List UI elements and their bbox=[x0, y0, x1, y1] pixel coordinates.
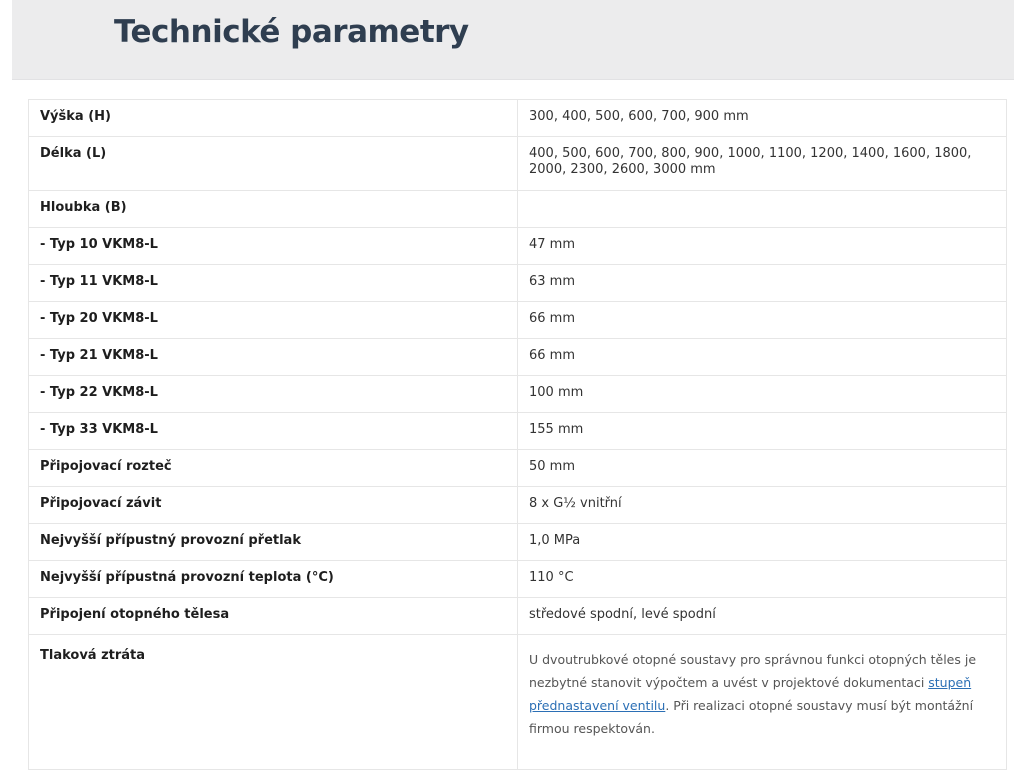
page-header bbox=[12, 0, 1014, 80]
row-value-type-11: 63 mm bbox=[518, 265, 1007, 302]
table-row bbox=[29, 302, 1007, 339]
row-value-connection-thread: 8 x G½ vnitřní bbox=[518, 487, 1007, 524]
row-label-type-20: - Typ 20 VKM8-L bbox=[29, 302, 518, 339]
row-label-max-temperature: Nejvyšší přípustná provozní teplota (°C) bbox=[29, 561, 518, 598]
row-value-type-22: 100 mm bbox=[518, 376, 1007, 413]
technical-parameters-table bbox=[28, 99, 1007, 770]
row-value-connection-spacing: 50 mm bbox=[518, 450, 1007, 487]
row-value-max-temperature: 110 °C bbox=[518, 561, 1007, 598]
row-value-depth bbox=[518, 191, 1007, 228]
table-row bbox=[29, 339, 1007, 376]
row-label-radiator-connection: Připojení otopného tělesa bbox=[29, 598, 518, 635]
row-value-type-10: 47 mm bbox=[518, 228, 1007, 265]
row-label-type-10: - Typ 10 VKM8-L bbox=[29, 228, 518, 265]
table-row bbox=[29, 376, 1007, 413]
table-row bbox=[29, 265, 1007, 302]
row-label-type-21: - Typ 21 VKM8-L bbox=[29, 339, 518, 376]
table-row bbox=[29, 524, 1007, 561]
note-text-after: . Při realizaci otopné soustavy musí být montážní firmou respektován. bbox=[529, 698, 974, 736]
row-label-type-22: - Typ 22 VKM8-L bbox=[29, 376, 518, 413]
row-label-connection-spacing: Připojovací rozteč bbox=[29, 450, 518, 487]
table-row bbox=[29, 413, 1007, 450]
table-row bbox=[29, 450, 1007, 487]
row-label-height: Výška (H) bbox=[29, 100, 518, 137]
row-label-type-11: - Typ 11 VKM8-L bbox=[29, 265, 518, 302]
row-label-type-33: - Typ 33 VKM8-L bbox=[29, 413, 518, 450]
table-row bbox=[29, 191, 1007, 228]
table-row bbox=[29, 635, 1007, 770]
valve-presetting-link[interactable]: stupeň přednastavení ventilu bbox=[529, 675, 972, 713]
table-row bbox=[29, 228, 1007, 265]
row-value-type-21: 66 mm bbox=[518, 339, 1007, 376]
row-label-depth: Hloubka (B) bbox=[29, 191, 518, 228]
row-value-type-33: 155 mm bbox=[518, 413, 1007, 450]
table-row bbox=[29, 561, 1007, 598]
table-row bbox=[29, 598, 1007, 635]
row-value-pressure-loss bbox=[518, 635, 1007, 770]
table-row bbox=[29, 137, 1007, 191]
row-label-pressure-loss: Tlaková ztráta bbox=[29, 635, 518, 770]
row-value-length: 400, 500, 600, 700, 800, 900, 1000, 1100, 1200, 1400, 1600, 1800, 2000, 2300, 2600, 3000 mm bbox=[518, 137, 1007, 191]
row-label-connection-thread: Připojovací závit bbox=[29, 487, 518, 524]
pressure-loss-note bbox=[529, 648, 995, 740]
row-label-length: Délka (L) bbox=[29, 137, 518, 191]
row-value-type-20: 66 mm bbox=[518, 302, 1007, 339]
row-value-height: 300, 400, 500, 600, 700, 900 mm bbox=[518, 100, 1007, 137]
note-text-before: U dvoutrubkové otopné soustavy pro správnou funkci otopných těles je nezbytné stanovit výpočtem a uvést v projektové dokumentaci bbox=[529, 652, 977, 690]
row-label-max-pressure: Nejvyšší přípustný provozní přetlak bbox=[29, 524, 518, 561]
table-row bbox=[29, 487, 1007, 524]
page-title: Technické parametry bbox=[114, 14, 469, 50]
table-row bbox=[29, 100, 1007, 137]
row-value-radiator-connection: středové spodní, levé spodní bbox=[518, 598, 1007, 635]
row-value-max-pressure: 1,0 MPa bbox=[518, 524, 1007, 561]
